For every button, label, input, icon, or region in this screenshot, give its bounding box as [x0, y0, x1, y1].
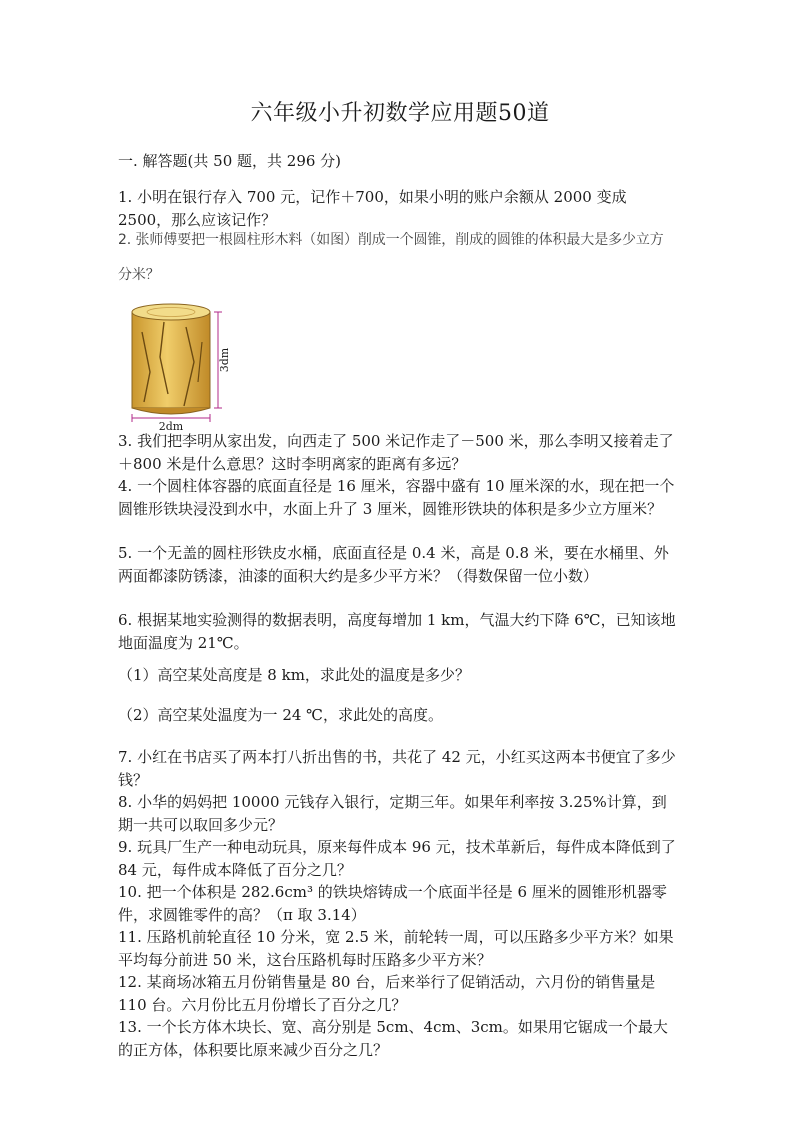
- log-body: [132, 312, 210, 408]
- question-2-line-1: 2. 张师傅要把一根圆柱形木料（如图）削成一个圆锥，削成的圆锥的体积最大是多少立方: [118, 232, 664, 248]
- question-10: 10. 把一个体积是 282.6cm³ 的铁块熔铸成一个底面半径是 6 厘米的圆锥形机器零件，求圆锥零件的高？（π 取 3.14）: [118, 883, 667, 924]
- cylinder-log-figure: [124, 302, 236, 432]
- question-1: 1. 小明在银行存入 700 元，记作＋700，如果小明的账户余额从 2000 变成 2500，那么应该记作？: [118, 188, 627, 229]
- log-top-face: [132, 304, 210, 320]
- question-8: 8. 小华的妈妈把 10000 元钱存入银行，定期三年。如果年利率按 3.25%计算，到期一共可以取回多少元？: [118, 793, 667, 834]
- question-9: 9. 玩具厂生产一种电动玩具，原来每件成本 96 元，技术革新后，每件成本降低到了 84 元，每件成本降低了百分之几？: [118, 838, 676, 879]
- question-3: 3. 我们把李明从家出发，向西走了 500 米记作走了－500 米，那么李明又接着走了＋800 米是什么意思？这时李明离家的距离有多远？: [118, 432, 674, 473]
- question-12: 12. 某商场冰箱五月份销售量是 80 台，后来举行了促销活动，六月份的销售量是 110 台。六月份比五月份增长了百分之几？: [118, 973, 656, 1014]
- question-11: 11. 压路机前轮直径 10 分米，宽 2.5 米，前轮转一周，可以压路多少平方米？如果平均每分前进 50 米，这台压路机每时压路多少平方米？: [118, 928, 674, 969]
- question-13: 13. 一个长方体木块长、宽、高分别是 5cm、4cm、3cm。如果用它锯成一个最大的正方体，体积要比原来减少百分之几？: [118, 1018, 668, 1059]
- question-4: 4. 一个圆柱体容器的底面直径是 16 厘米，容器中盛有 10 厘米深的水，现在把一个圆锥形铁块浸没到水中，水面上升了 3 厘米，圆锥形铁块的体积是多少立方厘米？: [118, 477, 675, 518]
- question-6-part-1: （1）高空某处高度是 8 km，求此处的温度是多少？: [118, 666, 470, 684]
- page-title: 六年级小升初数学应用题50道: [250, 101, 550, 126]
- question-6-part-2: （2）高空某处温度为一 24 ℃，求此处的高度。: [118, 706, 443, 724]
- question-6: 6. 根据某地实验测得的数据表明，高度每增加 1 km，气温大约下降 6℃，已知该地地面温度为 21℃。: [118, 611, 676, 652]
- log-bottom-edge: [132, 408, 210, 414]
- question-5: 5. 一个无盖的圆柱形铁皮水桶，底面直径是 0.4 米，高是 0.8 米，要在水桶里、外两面都漆防锈漆，油漆的面积大约是多少平方米？（得数保留一位小数）: [118, 544, 669, 585]
- width-label: 2dm: [158, 420, 184, 432]
- question-2-line-2: 分米？: [118, 267, 160, 283]
- question-7: 7. 小红在书店买了两本打八折出售的书，共花了 42 元，小红买这两本书便宜了多少钱？: [118, 748, 676, 789]
- height-label: 3dm: [218, 347, 231, 373]
- section-heading: 一. 解答题(共 50 题，共 296 分): [118, 152, 342, 170]
